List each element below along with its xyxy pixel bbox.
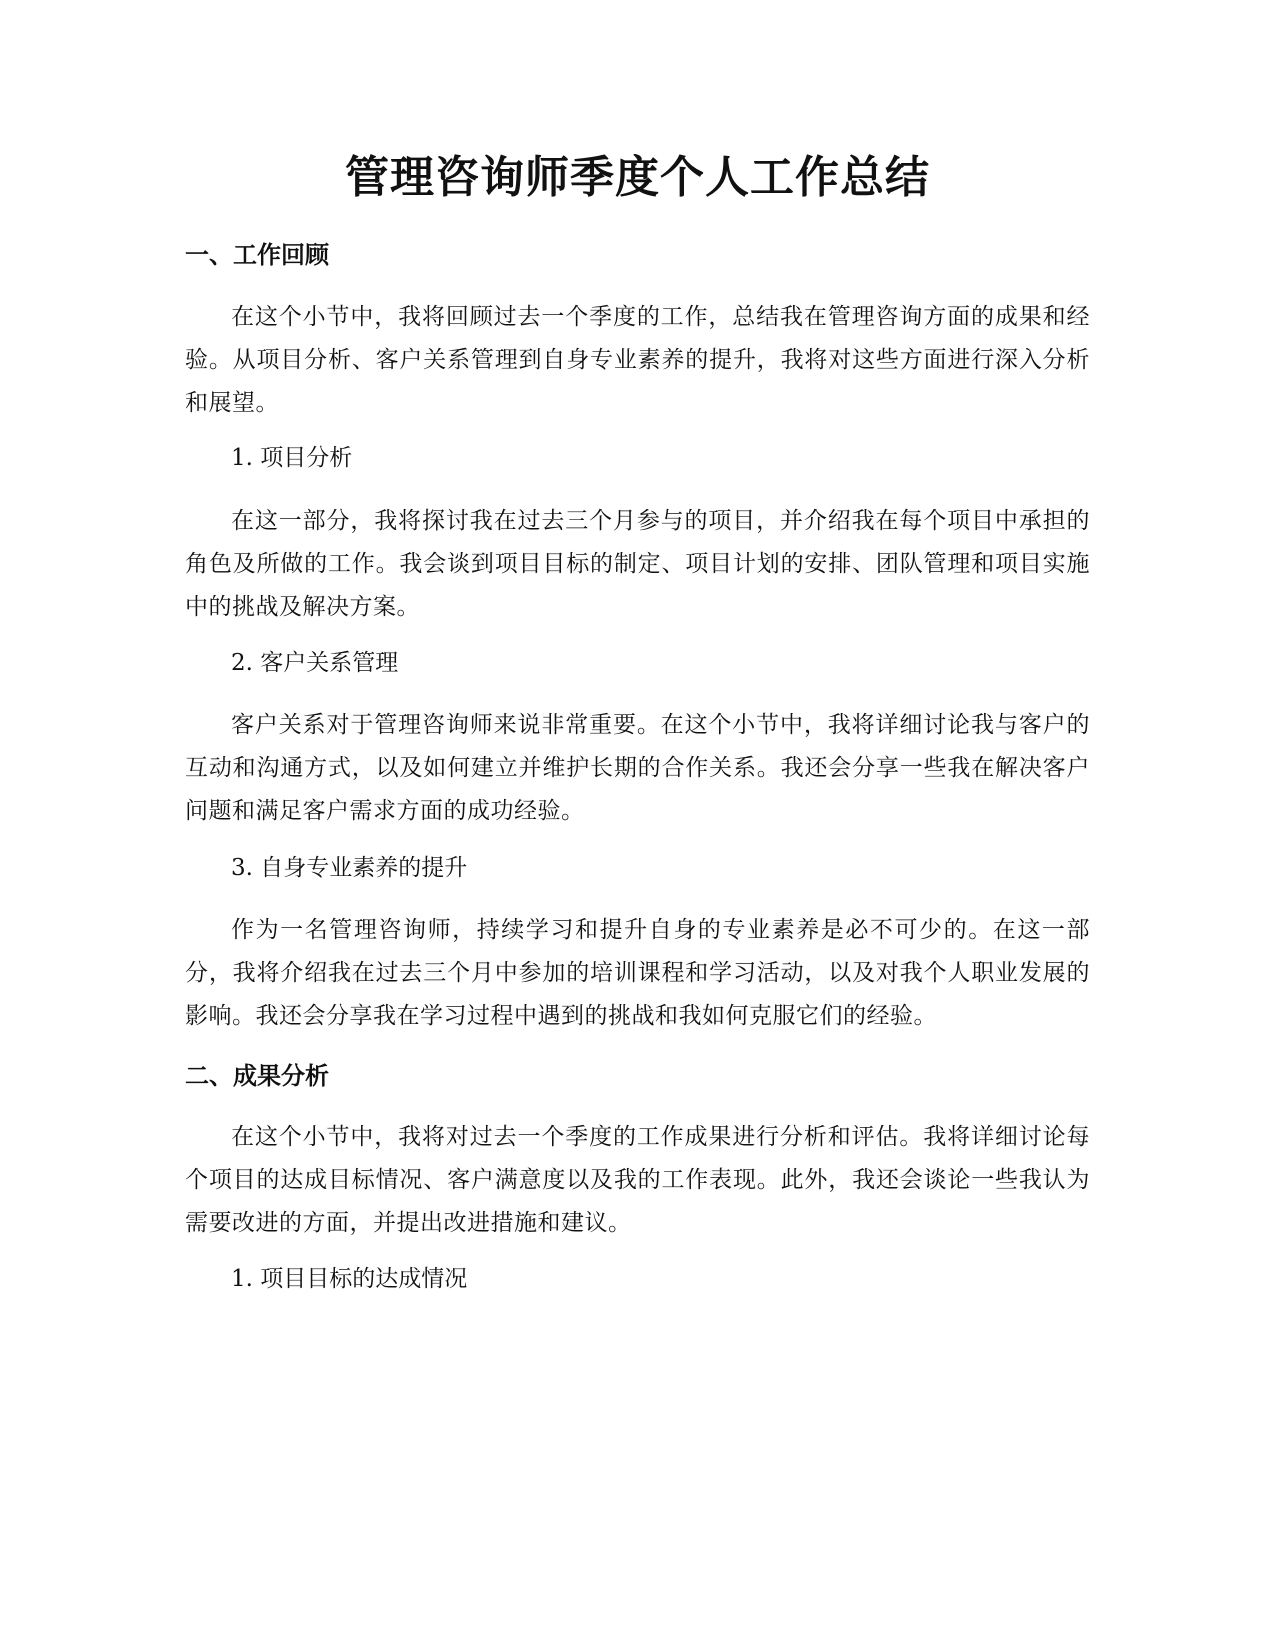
section-intro-paragraph: 在这个小节中，我将回顾过去一个季度的工作，总结我在管理咨询方面的成果和经验。从项目分析、客户关系管理到自身专业素养的提升，我将对这些方面进行深入分析和展望。 <box>185 304 1090 416</box>
section-heading-work-review: 一、工作回顾 <box>185 241 329 269</box>
section-heading-results-analysis: 二、成果分析 <box>185 1062 329 1090</box>
document-title: 管理咨询师季度个人工作总结 <box>345 152 930 203</box>
paragraph-project-analysis: 在这一部分，我将探讨我在过去三个月参与的项目，并介绍我在每个项目中承担的角色及所做的工作。我会谈到项目目标的制定、项目计划的安排、团队管理和项目实施中的挑战及解决方案。 <box>185 508 1090 620</box>
list-item-project-analysis: 1. 项目分析 <box>231 445 353 471</box>
paragraph-professional-growth: 作为一名管理咨询师，持续学习和提升自身的专业素养是必不可少的。在这一部分，我将介绍我在过去三个月中参加的培训课程和学习活动，以及对我个人职业发展的影响。我还会分享我在学习过程中遇到的挑战和我如何克服它们的经验。 <box>185 917 1090 1029</box>
section-intro-paragraph: 在这个小节中，我将对过去一个季度的工作成果进行分析和评估。我将详细讨论每个项目的达成目标情况、客户满意度以及我的工作表现。此外，我还会谈论一些我认为需要改进的方面，并提出改进措施和建议。 <box>185 1124 1090 1236</box>
list-item-client-relations: 2. 客户关系管理 <box>231 650 399 676</box>
paragraph-client-relations: 客户关系对于管理咨询师来说非常重要。在这个小节中，我将详细讨论我与客户的互动和沟通方式，以及如何建立并维护长期的合作关系。我还会分享一些我在解决客户问题和满足客户需求方面的成功经验。 <box>185 712 1090 824</box>
list-item-professional-growth: 3. 自身专业素养的提升 <box>231 855 468 881</box>
list-item-goal-achievement: 1. 项目目标的达成情况 <box>231 1266 468 1292</box>
